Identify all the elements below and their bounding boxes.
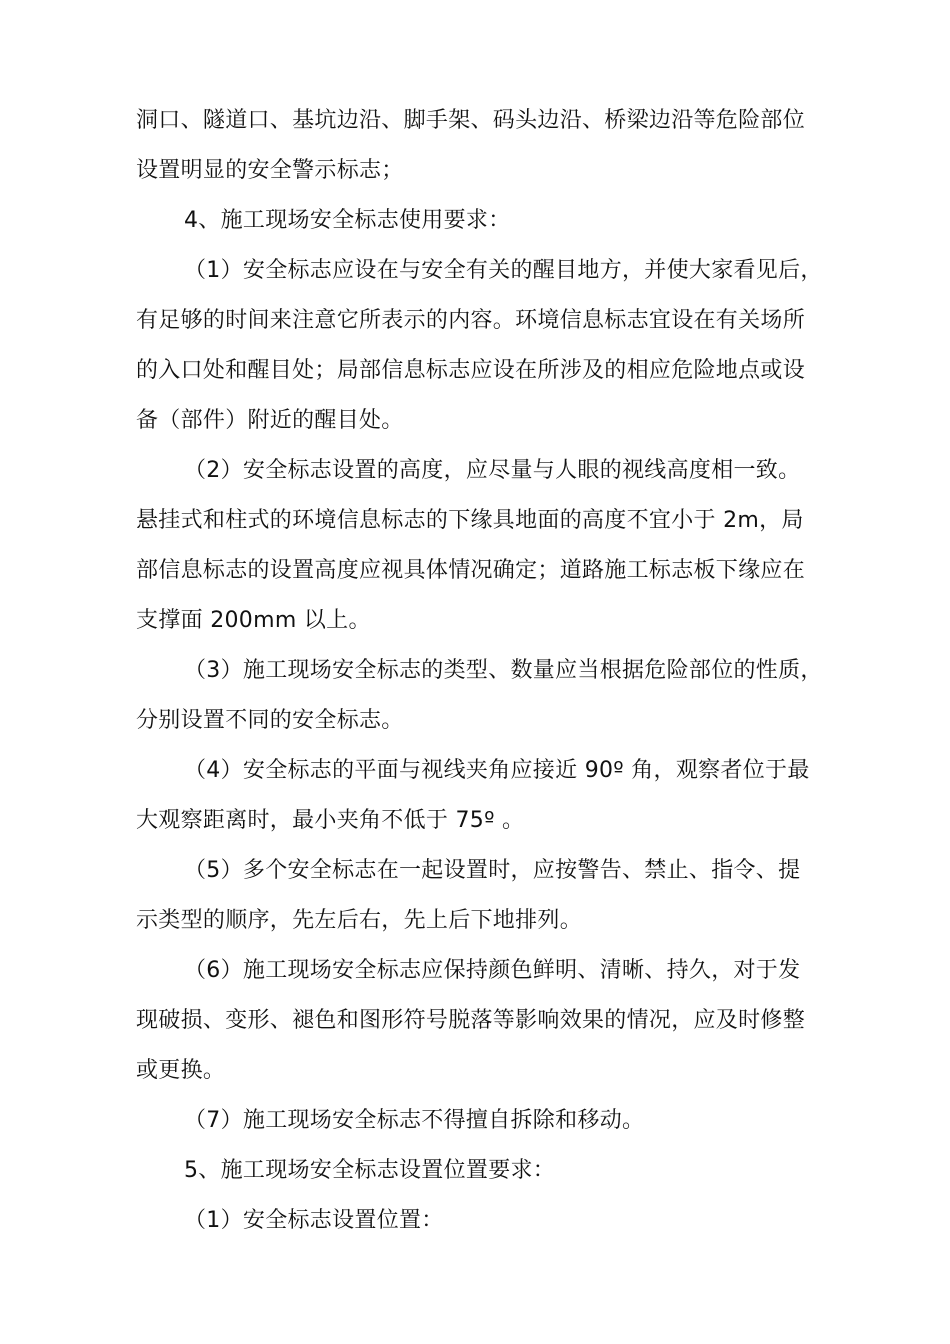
text-line: 大观察距离时，最小夹角不低于 75º 。	[136, 808, 525, 833]
text-line: （4）安全标志的平面与视线夹角应接近 90º 角，观察者位于最	[184, 758, 810, 783]
text-line: （1）安全标志应设在与安全有关的醒目地方，并使大家看见后，	[184, 258, 823, 283]
text-line: 有足够的时间来注意它所表示的内容。环境信息标志宜设在有关场所	[136, 308, 806, 333]
text-line: 分别设置不同的安全标志。	[136, 708, 404, 733]
text-line: （6）施工现场安全标志应保持颜色鲜明、清晰、持久，对于发	[184, 958, 801, 983]
text-line: （2）安全标志设置的高度，应尽量与人眼的视线高度相一致。	[184, 458, 801, 483]
text-line: 备（部件）附近的醒目处。	[136, 408, 404, 433]
section-heading: 4、施工现场安全标志使用要求：	[184, 208, 511, 233]
text-line: （5）多个安全标志在一起设置时，应按警告、禁止、指令、提	[184, 858, 801, 883]
text-line: 洞口、隧道口、基坑边沿、脚手架、码头边沿、桥梁边沿等危险部位	[136, 108, 806, 133]
section-heading: 5、施工现场安全标志设置位置要求：	[184, 1158, 556, 1183]
text-line: （3）施工现场安全标志的类型、数量应当根据危险部位的性质，	[184, 658, 823, 683]
text-line: 或更换。	[136, 1058, 226, 1083]
text-line: 悬挂式和柱式的环境信息标志的下缘具地面的高度不宜小于 2m，局	[136, 508, 804, 533]
text-line: 现破损、变形、褪色和图形符号脱落等影响效果的情况，应及时修整	[136, 1008, 806, 1033]
text-line: 示类型的顺序，先左后右，先上后下地排列。	[136, 908, 583, 933]
text-line: 的入口处和醒目处；局部信息标志应设在所涉及的相应危险地点或设	[136, 358, 806, 383]
text-line: 支撑面 200mm 以上。	[136, 608, 371, 633]
text-line: 设置明显的安全警示标志；	[136, 158, 404, 183]
text-line: 部信息标志的设置高度应视具体情况确定；道路施工标志板下缘应在	[136, 558, 806, 583]
text-line: （1）安全标志设置位置：	[184, 1208, 444, 1233]
text-line: （7）施工现场安全标志不得擅自拆除和移动。	[184, 1108, 645, 1133]
